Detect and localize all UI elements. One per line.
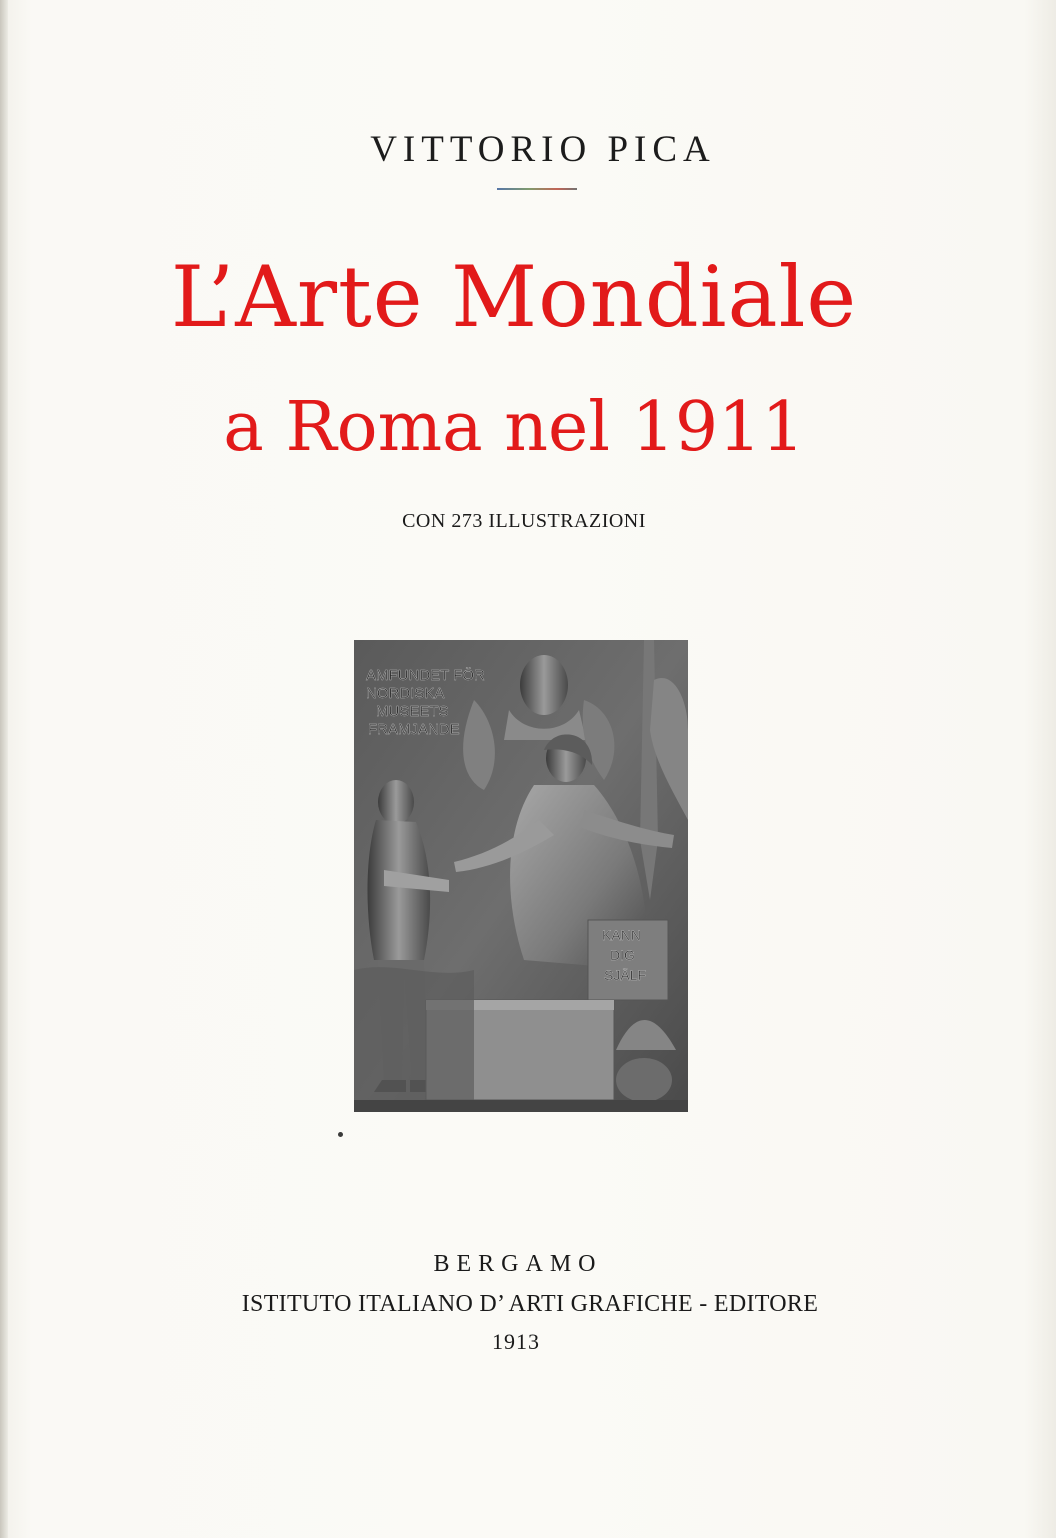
stone-inscription-line-3: SJÄLF [604,967,647,983]
plaque-inscription-line-1: AMFUNDET FÖR [366,667,485,684]
plaque-inscription-line-3: MUSEETS [376,703,449,720]
illustrations-note: CON 273 ILLUSTRAZIONI [402,510,646,532]
stone-inscription-line-1: KANN [602,927,641,943]
book-title-line-1: L’Arte Mondiale [170,248,858,346]
stone-inscription-line-2: DIG [610,947,635,963]
bas-relief-plaque-icon [354,640,688,1112]
page-edge-shadow [0,0,8,1538]
plaque-inscription-line-2: NORDISKA [366,685,445,702]
author-name: VITTORIO PICA [370,129,716,170]
imprint-publisher: ISTITUTO ITALIANO D’ ARTI GRAFICHE - EDITORE [241,1291,819,1317]
imprint-city: BERGAMO [433,1251,603,1277]
decorative-rule [497,188,577,190]
plaque-inscription-line-4: FRAMJANDE [368,721,460,738]
book-title-line-2: a Roma nel 1911 [223,388,805,467]
imprint-year: 1913 [492,1329,540,1354]
frontispiece-plaque-image [354,640,688,1112]
ink-speck [338,1132,343,1137]
